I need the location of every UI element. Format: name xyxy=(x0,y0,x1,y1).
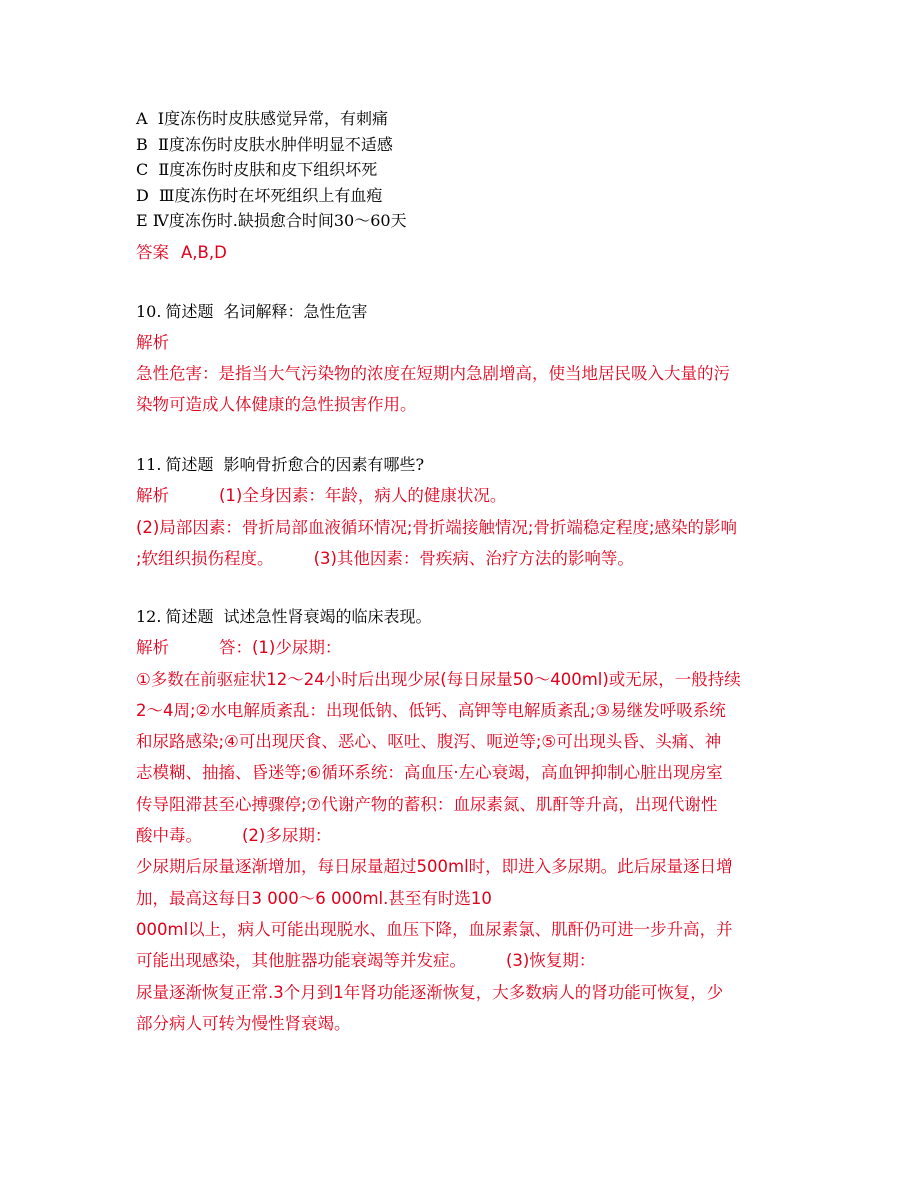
option-text: Ⅲ度冻伤时在坏死组织上有血疱 xyxy=(159,185,383,205)
question-type: 简述题 xyxy=(165,455,214,475)
option-letter: D xyxy=(136,185,149,205)
question-number: 11. xyxy=(136,455,162,475)
explain-text: ;软组织损伤程度。 xyxy=(136,548,274,568)
explain-first-line xyxy=(136,480,796,511)
question-type: 简述题 xyxy=(165,607,214,627)
explain-line: 部分病人可转为慢性肾衰竭。 xyxy=(136,1013,351,1033)
question-12 xyxy=(136,602,796,1039)
option-c xyxy=(136,157,796,183)
explain-first-line xyxy=(136,632,796,663)
explain-text: (3)其他因素：骨疾病、治疗方法的影响等。 xyxy=(313,548,634,568)
question-header xyxy=(136,602,796,632)
explain-text: (3)恢复期： xyxy=(506,951,596,971)
answer-value: A,B,D xyxy=(181,242,227,262)
option-text: Ⅱ度冻伤时皮肤水肿伴明显不适感 xyxy=(157,134,393,154)
question-header xyxy=(136,297,796,327)
explain-line: 加，最高这每日3 000～6 000ml.甚至有时选10 xyxy=(136,888,492,908)
question-number: 10. xyxy=(136,301,162,321)
explain-line xyxy=(136,543,796,574)
explain-label: 解析 xyxy=(136,332,169,352)
option-d xyxy=(136,183,796,209)
explain-label: 解析 xyxy=(136,638,169,658)
option-a xyxy=(136,106,796,132)
option-letter: A xyxy=(136,109,148,128)
explain-line: 少尿期后尿量逐渐增加，每日尿量超过500ml时，即进入多尿期。此后尿量逐日增 xyxy=(136,857,733,877)
option-letter: B xyxy=(136,134,148,154)
explain-line: 急性危害：是指当大气污染物的浓度在短期内急剧增高，使当地居民吸入大量的污 xyxy=(136,363,730,383)
answer-label: 答案 xyxy=(136,242,169,262)
explain-line: 尿量逐渐恢复正常.3个月到1年肾功能逐渐恢复，大多数病人的肾功能可恢复，少 xyxy=(136,982,724,1002)
option-list xyxy=(136,106,796,234)
explain-line: 志模糊、抽搐、昏迷等;⑥循环系统：高血压·左心衰竭，高血钾抑制心脏出现房室 xyxy=(136,763,723,783)
question-number: 12. xyxy=(136,607,162,627)
option-b xyxy=(136,132,796,158)
option-e xyxy=(136,208,796,234)
explain-line: 染物可造成人体健康的急性损害作用。 xyxy=(136,395,417,415)
question-type: 简述题 xyxy=(165,301,214,321)
option-letter: C xyxy=(136,160,149,179)
option-text: Ⅱ度冻伤时皮肤和皮下组织坏死 xyxy=(158,160,378,179)
question-10 xyxy=(136,297,796,421)
explain-line: 2～4周;②水电解质紊乱：出现低钠、低钙、高钾等电解质紊乱;③易继发呼吸系统 xyxy=(136,700,726,720)
explain-line: 000ml以上，病人可能出现脱水、血压下降，血尿素氯、肌酐仍可进一步升高，并 xyxy=(136,919,733,939)
option-text: Ⅰ度冻伤时皮肤感觉异常，有刺痛 xyxy=(157,109,389,128)
option-letter: E xyxy=(136,211,148,230)
question-11 xyxy=(136,450,796,574)
question-text: 试述急性肾衰竭的临床表现。 xyxy=(223,607,432,627)
question-header xyxy=(136,450,796,480)
explain-line xyxy=(136,820,796,851)
document-page xyxy=(136,106,796,1039)
question-text: 名词解释：急性危害 xyxy=(223,301,368,321)
question-text: 影响骨折愈合的因素有哪些? xyxy=(223,455,425,475)
explain-label: 解析 xyxy=(136,486,169,506)
explain-line: ①多数在前驱症状12～24小时后出现少尿(每日尿量50～400ml)或无尿，一般持续 xyxy=(136,669,741,689)
explain-text: 可能出现感染，其他脏器功能衰竭等并发症。 xyxy=(136,951,466,971)
explain-line: 和尿路感染;④可出现厌食、恶心、呕吐、腹泻、呃逆等;⑤可出现头昏、头痛、神 xyxy=(136,732,722,752)
explain-text: 酸中毒。 xyxy=(136,826,202,846)
option-text: Ⅳ度冻伤时.缺损愈合时间30～60天 xyxy=(152,211,407,230)
explain-text: 答：(1)少尿期： xyxy=(219,638,342,658)
explain-text: (2)多尿期： xyxy=(242,826,332,846)
explain-text: (1)全身因素：年龄，病人的健康状况。 xyxy=(219,486,507,506)
explain-line: 传导阻滞甚至心搏骤停;⑦代谢产物的蓄积：血尿素氮、肌酐等升高，出现代谢性 xyxy=(136,794,718,814)
explain-line xyxy=(136,945,796,976)
answer-line xyxy=(136,240,796,266)
explain-line: (2)局部因素：骨折局部血液循环情况;骨折端接触情况;骨折端稳定程度;感染的影响 xyxy=(136,517,738,537)
